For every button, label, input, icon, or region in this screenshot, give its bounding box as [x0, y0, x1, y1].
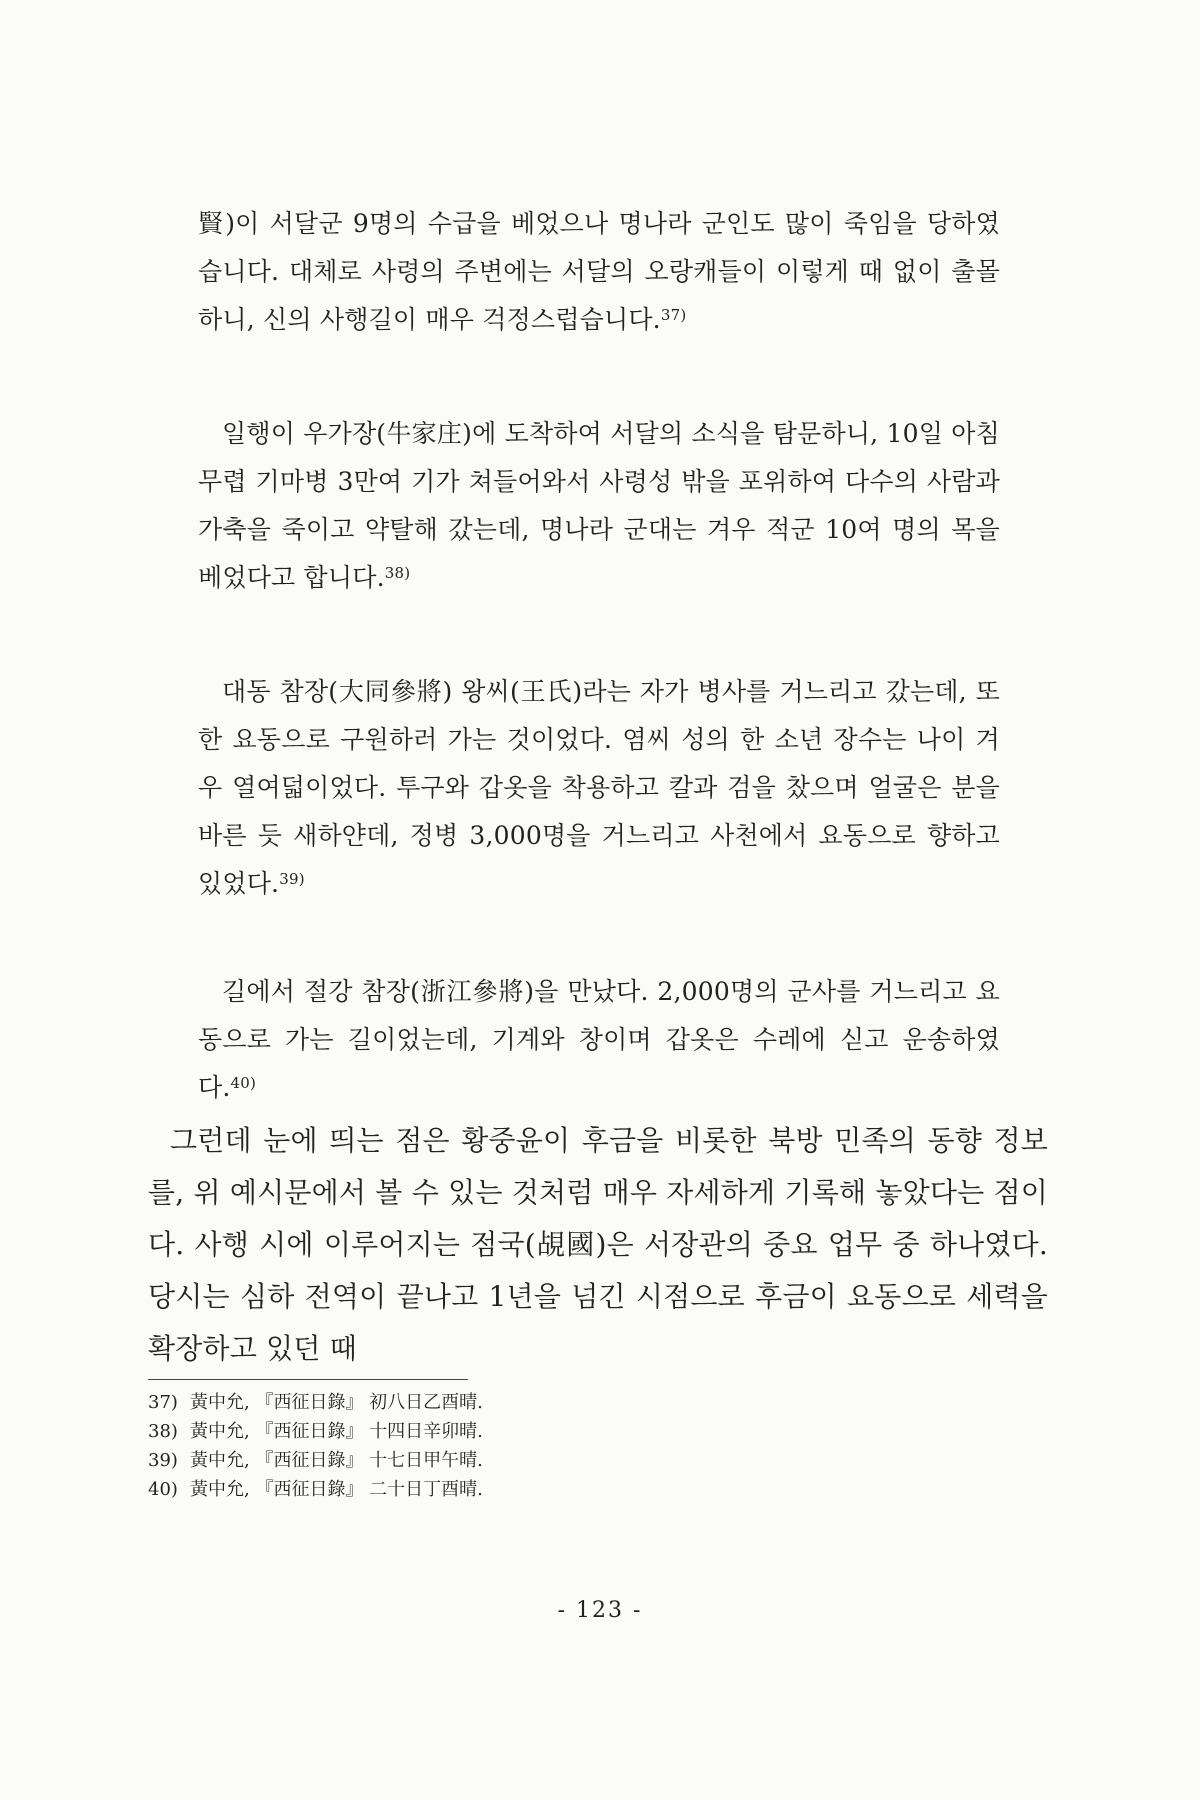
- quote-text: 대동 참장(大同參將) 왕씨(王氏)라는 자가 병사를 거느리고 갔는데, 또한 요동으로 구원하러 가는 것이었다. 염씨 성의 한 소년 장수는 나이 겨우 열여덟이었다. 투구와 갑옷을 착용하고 칼과 검을 찼으며 얼굴은 분을 바른 듯 새하얀데, 정병 3,000명을 거느리고 사천에서 요동으로 향하고 있었다.: [198, 677, 1000, 898]
- footnotes: [148, 1388, 848, 1504]
- footnote-text: 黃中允, 『西征日錄』 十四日辛卯晴.: [190, 1421, 483, 1442]
- quote-text: 길에서 절강 참장(浙江參將)을 만났다. 2,000명의 군사를 거느리고 요동으로 가는 길이었는데, 기계와 창이며 갑옷은 수레에 싣고 운송하였다.: [198, 977, 1000, 1102]
- quote-text: 賢)이 서달군 9명의 수급을 베었으나 명나라 군인도 많이 죽임을 당하였습니다. 대체로 사령의 주변에는 서달의 오랑캐들이 이렇게 때 없이 출몰하니, 신의 사행길이 매우 걱정스럽습니다.: [198, 209, 1000, 334]
- page-number: - 123 -: [557, 1598, 643, 1623]
- footnote-38: [148, 1417, 848, 1446]
- footnote-number: 40): [148, 1479, 178, 1500]
- footnote-37: [148, 1388, 848, 1417]
- footnote-number: 38): [148, 1421, 178, 1442]
- footnote-ref-38[interactable]: 38): [384, 564, 411, 582]
- footnote-ref-40[interactable]: 40): [230, 1074, 257, 1092]
- footnote-40: [148, 1475, 848, 1504]
- footnote-text: 黃中允, 『西征日錄』 二十日丁酉晴.: [190, 1479, 483, 1500]
- quote-paragraph-2: [198, 410, 1000, 602]
- body-paragraph: 그런데 눈에 띄는 점은 황중윤이 후금을 비롯한 북방 민족의 동향 정보를, 위 예시문에서 볼 수 있는 것처럼 매우 자세하게 기록해 놓았다는 점이다. 사행 시에 이루어지는 점국(覘國)은 서장관의 중요 업무 중 하나였다. 당시는 심하 전역이 끝나고 1년을 넘긴 시점으로 후금이 요동으로 세력을 확장하고 있던 때: [148, 1124, 1048, 1365]
- footnote-39: [148, 1446, 848, 1475]
- quote-paragraph-3: [198, 668, 1000, 908]
- quote-paragraph-4: [198, 968, 1000, 1112]
- footnote-number: 37): [148, 1392, 178, 1413]
- footnote-ref-39[interactable]: 39): [279, 870, 305, 888]
- footnote-text: 黃中允, 『西征日錄』 初八日乙酉晴.: [190, 1392, 483, 1413]
- footnote-ref-37[interactable]: 37): [660, 306, 687, 324]
- quote-paragraph-1: [198, 200, 1000, 344]
- quote-text: 일행이 우가장(牛家庄)에 도착하여 서달의 소식을 탐문하니, 10일 아침 무렵 기마병 3만여 기가 쳐들어와서 사령성 밖을 포위하여 다수의 사람과 가축을 죽이고 약탈해 갔는데, 명나라 군대는 겨우 적군 10여 명의 목을 베었다고 합니다.: [198, 419, 1000, 592]
- footnote-number: 39): [148, 1450, 178, 1471]
- footnote-text: 黃中允, 『西征日錄』 十七日甲午晴.: [190, 1450, 483, 1471]
- footnote-divider: [148, 1379, 468, 1380]
